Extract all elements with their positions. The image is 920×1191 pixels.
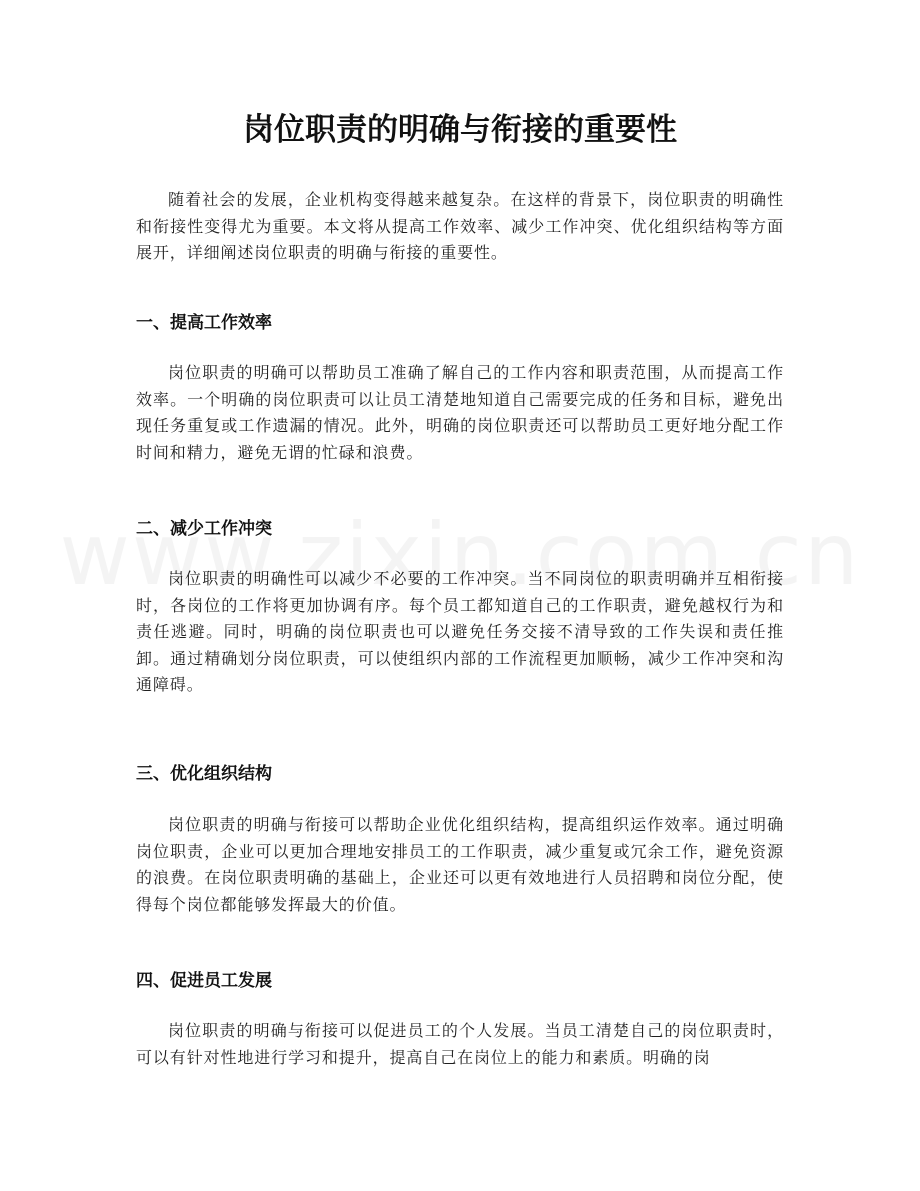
section-heading-1: 一、提高工作效率 (136, 313, 272, 333)
section-body-3: 岗位职责的明确与衔接可以帮助企业优化组织结构，提高组织运作效率。通过明确岗位职责，企业可以更加合理地安排员工的工作职责，减少重复或冗余工作，避免资源的浪费。在岗位职责明确的基础上，企业还可以更有效地进行人员招聘和岗位分配，使得每个岗位都能够发挥最大的价值。 (136, 815, 784, 914)
section-heading-4: 四、促进员工发展 (136, 971, 272, 991)
section-heading-3: 三、优化组织结构 (136, 764, 272, 784)
page-title: 岗位职责的明确与衔接的重要性 (243, 112, 677, 148)
section-heading-2: 二、减少工作冲突 (136, 519, 272, 539)
section-body-4: 岗位职责的明确与衔接可以促进员工的个人发展。当员工清楚自己的岗位职责时，可以有针对性地进行学习和提升，提高自己在岗位上的能力和素质。明确的岗 (136, 1021, 784, 1067)
intro-paragraph: 随着社会的发展，企业机构变得越来越复杂。在这样的背景下，岗位职责的明确性和衔接性变得尤为重要。本文将从提高工作效率、减少工作冲突、优化组织结构等方面展开，详细阐述岗位职责的明确与衔接的重要性。 (136, 190, 784, 263)
section-body-2: 岗位职责的明确性可以减少不必要的工作冲突。当不同岗位的职责明确并互相衔接时，各岗位的工作将更加协调有序。每个员工都知道自己的工作职责，避免越权行为和责任逃避。同时，明确的岗位职责也可以避免任务交接不清导致的工作失误和责任推卸。通过精确划分岗位职责，可以使组织内部的工作流程更加顺畅，减少工作冲突和沟通障碍。 (136, 569, 784, 695)
section-body-1: 岗位职责的明确可以帮助员工准确了解自己的工作内容和职责范围，从而提高工作效率。一个明确的岗位职责可以让员工清楚地知道自己需要完成的任务和目标，避免出现任务重复或工作遗漏的情况。此外，明确的岗位职责还可以帮助员工更好地分配工作时间和精力，避免无谓的忙碌和浪费。 (136, 363, 784, 462)
